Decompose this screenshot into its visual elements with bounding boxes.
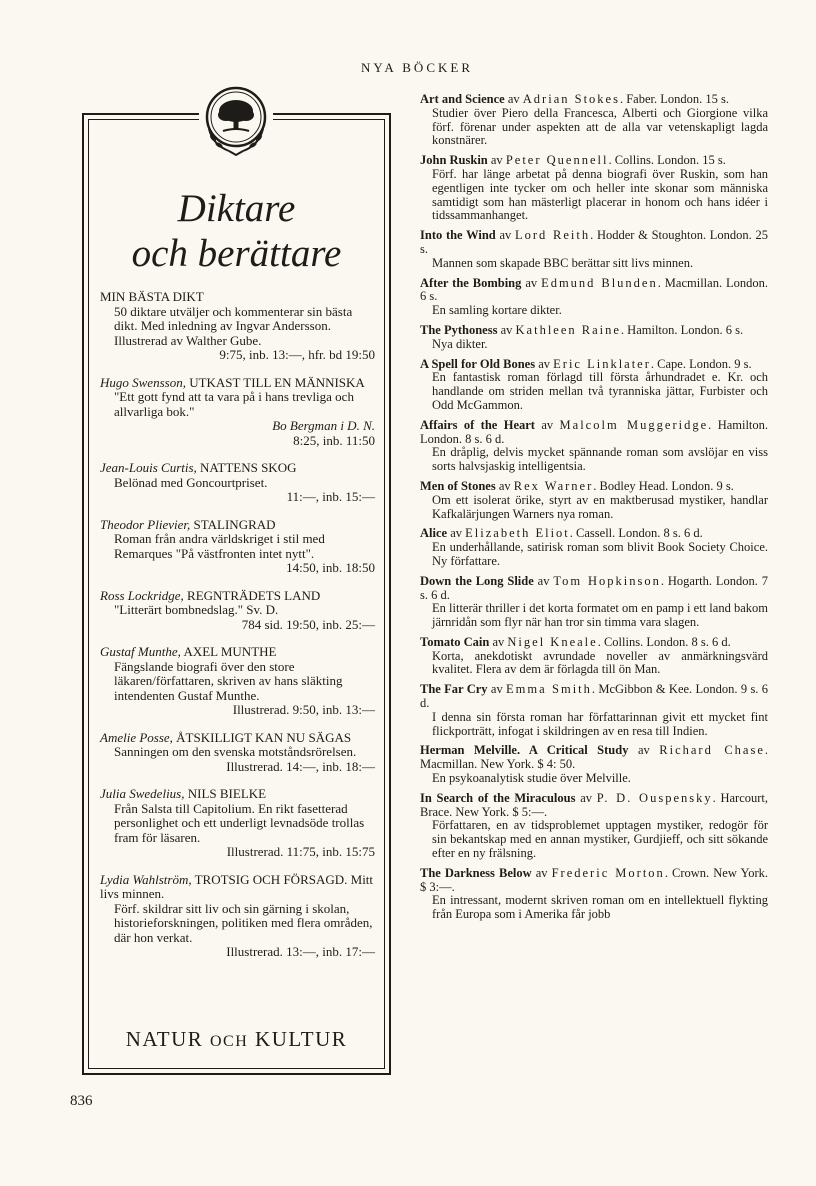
ad-entry-author: Lydia Wahlström, (100, 871, 192, 887)
ad-entry-desc: 50 diktare utväljer och kommenterar sin bästa dikt. Med inledning av Ingvar Andersson. Illustrerad av Walther Gube. (114, 303, 353, 348)
book-title: After the Bombing (420, 275, 522, 290)
book-entry-heading: Tomato Cain av Nigel Kneale. Collins. London. 8 s. 6 d. (420, 634, 731, 649)
book-entry-heading: In Search of the Miraculous av P. D. Ouspensky. Harcourt, Brace. New York. $ 5:—. (420, 790, 769, 819)
book-entry-heading: A Spell for Old Bones av Eric Linklater. Cape. London. 9 s. (420, 356, 752, 371)
ad-entry-author: Ross Lockridge, (100, 587, 184, 603)
book-publisher: Harcourt, Brace. New York. $ 5:—. (420, 790, 769, 819)
ad-entry (100, 461, 375, 505)
ad-entry-author: Julia Swedelius, (100, 786, 185, 801)
book-entry-heading: Alice av Elizabeth Eliot. Cassell. London. 8 s. 6 d. (420, 526, 703, 541)
book-publisher: Collins. London. 15 s. (614, 153, 726, 168)
book-title: Alice (420, 526, 448, 541)
publisher-word: KULTUR (255, 1027, 348, 1051)
book-author: Emma Smith (506, 682, 592, 697)
book-by: av (541, 417, 554, 432)
book-by: av (537, 573, 550, 588)
book-by: av (450, 526, 463, 541)
book-entry-heading: The Pythoness av Kathleen Raine. Hamilton. London. 6 s. (420, 322, 744, 337)
book-author: Eric Linklater (553, 356, 651, 371)
ad-entry-price: 14:50, inb. 18:50 (286, 560, 375, 575)
ad-title-line2: och berättare (131, 232, 342, 275)
book-by: av (490, 153, 503, 168)
book-publisher: Bodley Head. London. 9 s. (599, 478, 734, 493)
book-publisher: Cape. London. 9 s. (657, 356, 752, 371)
ad-entry-price: 11:—, inb. 15:— (286, 489, 375, 504)
book-publisher: Cassell. London. 8 s. 6 d. (576, 526, 703, 541)
book-publisher: Macmillan. London. 6 s. (420, 275, 769, 304)
book-entry (420, 527, 768, 568)
book-author: Elizabeth Eliot (465, 526, 570, 541)
book-title: Down the Long Slide (420, 573, 534, 588)
book-entry (420, 154, 768, 223)
book-description: Författaren, en av tidsproblemet upptagen mystiker, redogör för sin bekantskap med en annan mystiker, Gurdjieff, och sitt sökande efter en ny frälsning. (432, 818, 768, 861)
ad-entry (100, 731, 375, 775)
ad-entry-price: 784 sid. 19:50, inb. 25:— (241, 616, 375, 632)
book-description: I denna sin första roman har författarinnan givit ett mycket fint flickporträtt, infogat i skildringen av en resa till Indien. (432, 709, 768, 738)
new-books-list (420, 93, 768, 928)
book-entry-heading: Art and Science av Adrian Stokes. Faber. London. 15 s. (420, 92, 729, 106)
ad-entry (100, 290, 375, 363)
book-entry-heading: Into the Wind av Lord Reith. Hodder & Stoughton. London. 25 s. (420, 228, 769, 256)
book-description: Förf. har länge arbetat på denna biografi över Ruskin, som han egentligen inte tycker om och heller inte skonar som människa samtidigt som han mästerligt placerar in honom och hans idéer i tidssammanhanget. (432, 166, 768, 223)
book-publisher: Collins. London. 8 s. 6 d. (603, 634, 731, 649)
book-entry (420, 792, 768, 861)
ad-entry-desc: Sanningen om den svenska motståndsrörelsen. (114, 744, 357, 759)
ad-entry-author: Jean-Louis Curtis, (100, 460, 197, 475)
book-author: Tom Hopkinson (553, 573, 661, 588)
book-by: av (490, 682, 503, 697)
book-entry-heading: Herman Melville. A Critical Study av Richard Chase. Macmillan. New York. $ 4: 50. (420, 743, 769, 772)
ad-entry (100, 518, 375, 576)
ad-entry-desc: Fängslande biografi över den store läkaren/författaren, skriven av hans släkting intendenten Gustaf Munthe. (114, 658, 343, 703)
ad-entry-title: NILS BIELKE (187, 786, 267, 801)
book-author: Rex Warner (513, 478, 594, 493)
book-description: En psykoanalytisk studie över Melville. (432, 771, 631, 786)
book-author: Frederic Morton (551, 865, 665, 880)
book-author: Peter Quennell (505, 153, 609, 168)
book-by: av (500, 322, 513, 337)
ad-entry (100, 645, 375, 718)
ad-entry-author: Amelie Posse, (100, 729, 173, 745)
book-description: En intressant, modernt skriven roman om en intellektuell flykting från Europa som i Amerika får jobb (432, 893, 768, 922)
ad-entry-title: MIN BÄSTA DIKT (100, 289, 204, 304)
book-description: Nya dikter. (432, 336, 488, 351)
book-title: Tomato Cain (420, 634, 490, 649)
book-entry-heading: Men of Stones av Rex Warner. Bodley Head. London. 9 s. (420, 478, 734, 493)
book-by: av (525, 275, 538, 290)
book-author: P. D. Ouspensky (596, 790, 713, 805)
book-title: A Spell for Old Bones (420, 356, 536, 371)
book-by: av (580, 790, 593, 805)
publisher-name (84, 1027, 389, 1052)
ad-entry-title: UTKAST TILL EN MÄNNISKA (189, 374, 365, 390)
book-author: Malcolm Muggeridge (559, 417, 709, 432)
book-by: av (538, 356, 551, 371)
book-publisher: Hamilton. London. 8 s. 6 d. (420, 417, 769, 446)
ad-entry (100, 376, 375, 449)
book-by: av (498, 478, 511, 493)
ad-entry-desc: "Ett gott fynd att ta vara på i hans trevliga och allvarliga bok." (114, 389, 354, 419)
ad-entry-author: Theodor Plievier, (100, 516, 191, 532)
ad-entry (100, 589, 375, 633)
book-description: Om ett isolerat örike, styrt av en maktberusad mystiker, handlar Kafkalärjungen Warners nya roman. (432, 492, 768, 521)
ad-entry-title: NATTENS SKOG (200, 460, 297, 475)
ad-entry (100, 873, 375, 960)
publisher-word: OCH (210, 1033, 249, 1050)
book-description: Studier över Piero della Francesca, Alberti och Giorgione vilka förf. förenar under aspekten att de alla var vetenskapligt lagda konstnärer. (432, 105, 768, 148)
book-publisher: Hamilton. London. 6 s. (627, 322, 744, 337)
book-publisher: Macmillan. New York. $ 4: 50. (420, 757, 576, 772)
book-entry (420, 324, 768, 352)
ad-entry-title: AXEL MUNTHE (183, 644, 277, 659)
book-entry (420, 575, 768, 630)
book-title: Herman Melville. A Critical Study (420, 743, 629, 758)
book-title: Into the Wind (420, 228, 496, 243)
book-entry (420, 419, 768, 474)
book-entry (420, 683, 768, 738)
book-author: Adrian Stokes (522, 92, 620, 106)
book-entry (420, 867, 768, 922)
book-description: En fantastisk roman förlagd till första århundradet e. Kr. och handlande om striden mellan två tyranniska jättar, Furbister och Odd McGammon. (432, 370, 768, 412)
publisher-advertisement (82, 113, 391, 1075)
book-description: En samling kortare dikter. (432, 303, 562, 318)
ad-entry-desc: Roman från andra världskriget i stil med Remarques "På västfronten intet nytt". (114, 531, 325, 561)
book-description: Mannen som skapade BBC berättar sitt livs minnen. (432, 255, 694, 270)
book-author: Kathleen Raine (515, 322, 621, 337)
book-title: In Search of the Miraculous (420, 790, 576, 805)
book-title: John Ruskin (420, 153, 488, 168)
book-entry-heading: The Far Cry av Emma Smith. McGibbon & Kee. London. 9 s. 6 d. (420, 682, 769, 711)
ad-entry-list (100, 290, 375, 973)
ad-entry-desc: Från Salsta till Capitolium. En rikt fasetterad personlighet och ett underligt levnadsöde trollas fram för läsaren. (114, 800, 365, 845)
ad-entry-price: 8:25, inb. 11:50 (293, 432, 375, 448)
book-entry (420, 93, 768, 148)
book-entry-heading: John Ruskin av Peter Quennell. Collins. London. 15 s. (420, 153, 726, 168)
book-entry (420, 229, 768, 270)
book-by: av (535, 865, 548, 880)
book-title: The Darkness Below (420, 865, 532, 880)
ad-entry-title: TROTSIG OCH FÖRSAGD. Mitt livs minnen. (100, 871, 374, 901)
ad-entry-author: Gustaf Munthe, (100, 644, 181, 659)
ad-entry-price: Illustrerad. 9:50, inb. 13:— (232, 702, 375, 717)
ad-entry-desc: Förf. skildrar sitt liv och sin gärning i skolan, historieforskningen, politiken med flera områden, där hon verkat. (114, 900, 373, 945)
page-number: 836 (70, 1093, 93, 1109)
book-author: Lord Reith (515, 228, 591, 243)
book-publisher: Hodder & Stoughton. London. 25 s. (420, 228, 769, 256)
running-header: NYA BÖCKER (361, 60, 473, 75)
book-publisher: Faber. London. 15 s. (626, 92, 729, 106)
ad-entry-title: REGNTRÄDETS LAND (187, 587, 321, 603)
book-author: Edmund Blunden (541, 275, 658, 290)
ad-entry-price: Illustrerad. 14:—, inb. 18:— (226, 758, 375, 774)
ad-entry (100, 787, 375, 860)
book-title: The Pythoness (420, 322, 498, 337)
ad-entry-author: Hugo Swensson, (100, 374, 186, 390)
ad-entry-quote-source: Bo Bergman i D. N. (272, 418, 375, 433)
book-by: av (507, 92, 520, 106)
ad-entry-price: Illustrerad. 13:—, inb. 17:— (226, 944, 375, 959)
book-publisher: McGibbon & Kee. London. 9 s. 6 d. (420, 682, 769, 711)
book-entry-heading: Affairs of the Heart av Malcolm Muggeridge. Hamilton. London. 8 s. 6 d. (420, 417, 769, 446)
book-by: av (499, 228, 512, 243)
book-publisher: Crown. New York. $ 3:—. (420, 865, 769, 894)
book-entry (420, 744, 768, 785)
book-description: En underhållande, satirisk roman som blivit Book Society Choice. Ny författare. (432, 540, 768, 568)
ad-entry-price: Illustrerad. 11:75, inb. 15:75 (226, 844, 375, 859)
book-entry-heading: After the Bombing av Edmund Blunden. Macmillan. London. 6 s. (420, 275, 769, 304)
ad-entry-desc: "Litterärt bombnedslag." Sv. D. (114, 602, 279, 617)
book-description: En dråplig, delvis mycket spännande roman som avslöjar en viss sorts halvsjaskig intelligentsia. (432, 445, 768, 474)
ad-title-line1: Diktare (177, 187, 296, 230)
ad-entry-title: STALINGRAD (193, 516, 276, 532)
book-description: Korta, anekdotiskt avrundade noveller av anmärkningsvärd kvalitet. Flera av dem är förlagda till ön Man. (432, 648, 768, 677)
book-entry-heading: The Darkness Below av Frederic Morton. Crown. New York. $ 3:—. (420, 865, 769, 894)
book-entry (420, 636, 768, 677)
book-entry (420, 277, 768, 318)
book-author: Nigel Kneale (507, 634, 598, 649)
book-entry-heading: Down the Long Slide av Tom Hopkinson. Hogarth. London. 7 s. 6 d. (420, 573, 769, 602)
book-by: av (637, 743, 650, 758)
book-title: The Far Cry (420, 682, 488, 697)
book-title: Men of Stones (420, 478, 496, 493)
book-entry (420, 358, 768, 413)
tree-wreath-emblem-icon (199, 81, 273, 159)
book-title: Affairs of the Heart (420, 417, 535, 432)
book-author: Richard Chase (659, 743, 765, 758)
ad-entry-desc: Belönad med Goncourtpriset. (114, 474, 268, 490)
ad-entry-title: ÅTSKILLIGT KAN NU SÄGAS (176, 729, 352, 745)
book-by: av (492, 634, 505, 649)
publisher-word: NATUR (125, 1027, 204, 1051)
book-description: En litterär thriller i det korta formatet om en pamp i ett land bakom järnridån som flyr när han tror sin timma vara slagen. (432, 601, 768, 630)
book-entry (420, 480, 768, 521)
book-publisher: Hogarth. London. 7 s. 6 d. (420, 573, 769, 602)
book-title: Art and Science (420, 92, 505, 106)
ad-entry-price: 9:75, inb. 13:—, hfr. bd 19:50 (219, 347, 375, 362)
